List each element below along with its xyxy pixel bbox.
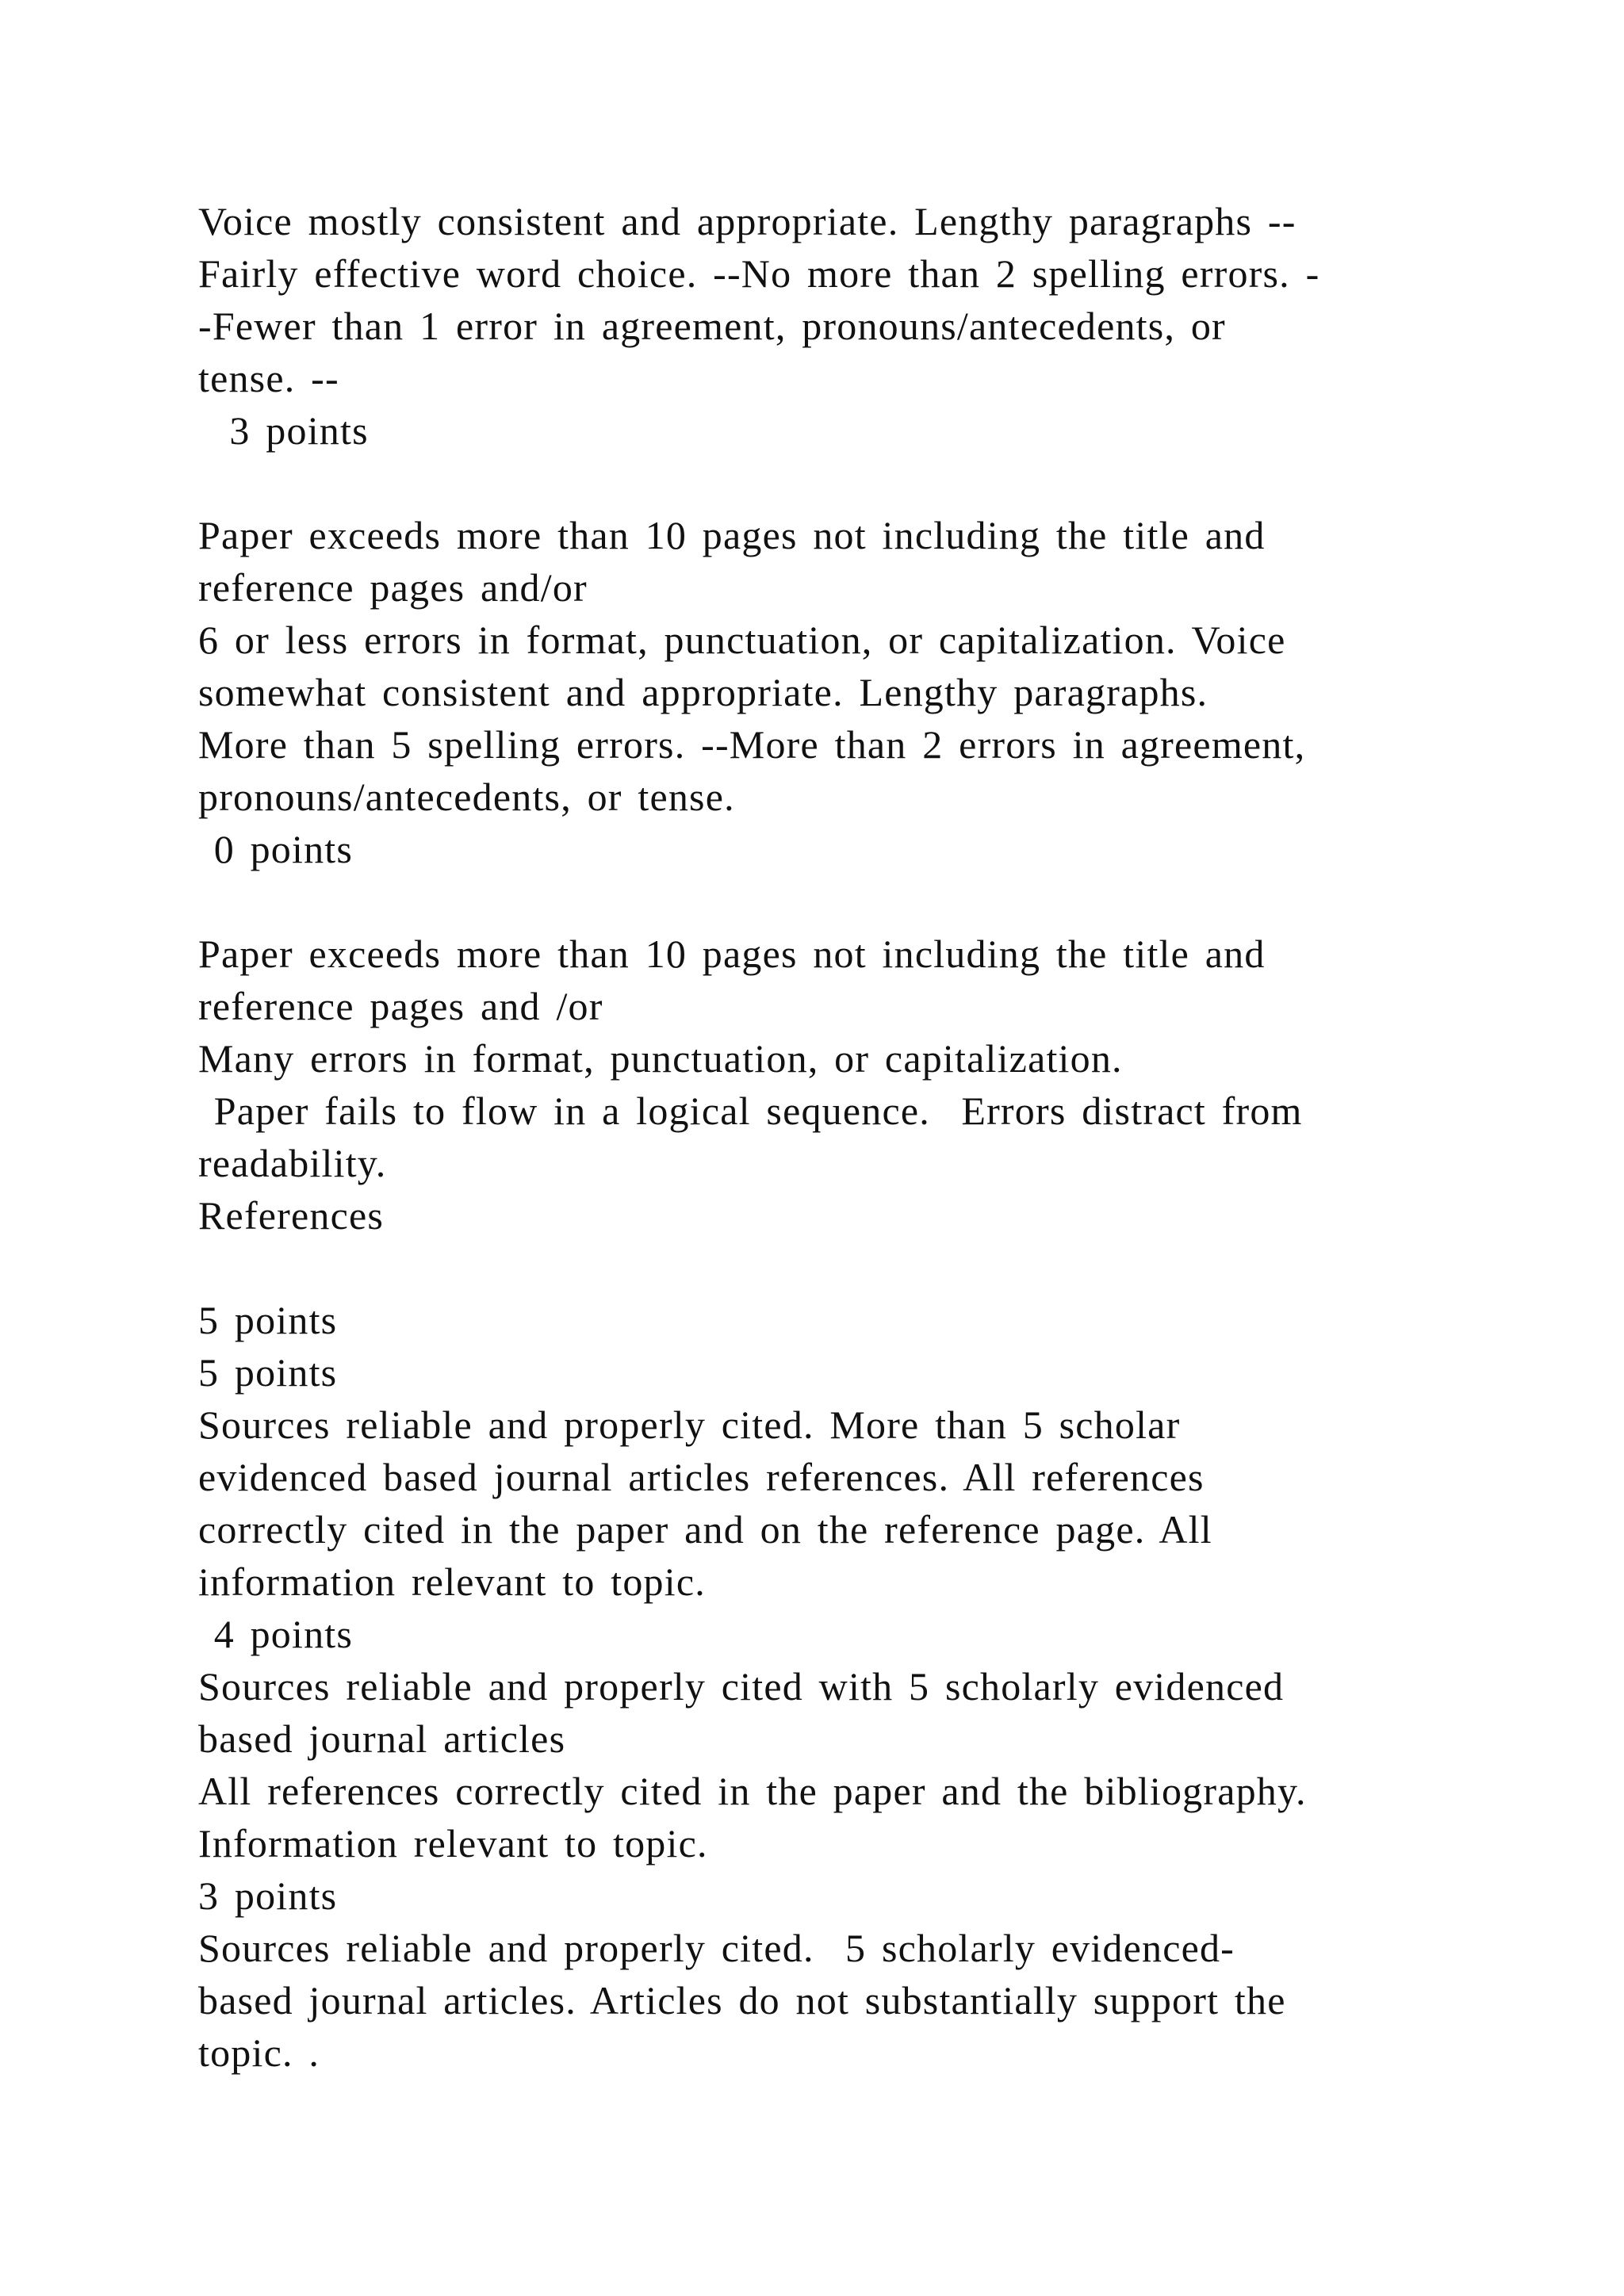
text-line: Sources reliable and properly cited. 5 scholarly evidenced-	[198, 1926, 1235, 1970]
text-line: reference pages and /or	[198, 984, 603, 1028]
text-line: Sources reliable and properly cited. More than 5 scholar	[198, 1402, 1181, 1447]
score-line: 3 points	[198, 1873, 338, 1918]
blank-line	[198, 457, 1483, 509]
text-line: somewhat consistent and appropriate. Lengthy paragraphs.	[198, 670, 1208, 714]
text-line: based journal articles. Articles do not substantially support the	[198, 1978, 1286, 2022]
score-line: 3 points	[198, 408, 369, 453]
text-line: Information relevant to topic.	[198, 1821, 708, 1866]
score-line: 5 points	[198, 1350, 338, 1395]
text-line: pronouns/antecedents, or tense.	[198, 775, 735, 819]
text-line: Many errors in format, punctuation, or capitalization.	[198, 1036, 1123, 1081]
text-line: evidenced based journal articles references. All references	[198, 1455, 1205, 1499]
text-line: Paper exceeds more than 10 pages not including the title and	[198, 513, 1266, 557]
text-line: Voice mostly consistent and appropriate. Lengthy paragraphs --	[198, 199, 1297, 243]
text-line: topic. .	[198, 2030, 320, 2075]
text-line: correctly cited in the paper and on the reference page. All	[198, 1507, 1212, 1552]
text-line: Paper exceeds more than 10 pages not including the title and	[198, 932, 1266, 976]
section-heading: References	[198, 1193, 385, 1238]
text-line: readability.	[198, 1141, 387, 1185]
text-line: Paper fails to flow in a logical sequence. Errors distract from	[198, 1089, 1303, 1133]
document-body	[198, 195, 1483, 2079]
text-line: More than 5 spelling errors. --More than 2 errors in agreement,	[198, 722, 1306, 767]
blank-line	[198, 1242, 1483, 1294]
blank-line	[198, 875, 1483, 928]
text-line: Fairly effective word choice. --No more than 2 spelling errors. -	[198, 251, 1320, 296]
score-line: 4 points	[198, 1612, 354, 1656]
text-line: based journal articles	[198, 1716, 566, 1761]
text-line: -Fewer than 1 error in agreement, pronouns/antecedents, or	[198, 304, 1226, 348]
text-line: reference pages and/or	[198, 565, 588, 610]
score-line: 5 points	[198, 1298, 338, 1342]
text-line: Sources reliable and properly cited with 5 scholarly evidenced	[198, 1664, 1285, 1709]
score-line: 0 points	[198, 827, 354, 871]
text-line: All references correctly cited in the paper and the bibliography.	[198, 1769, 1307, 1813]
text-line: information relevant to topic.	[198, 1559, 706, 1604]
text-line: tense. --	[198, 356, 339, 400]
text-line: 6 or less errors in format, punctuation, or capitalization. Voice	[198, 618, 1286, 662]
